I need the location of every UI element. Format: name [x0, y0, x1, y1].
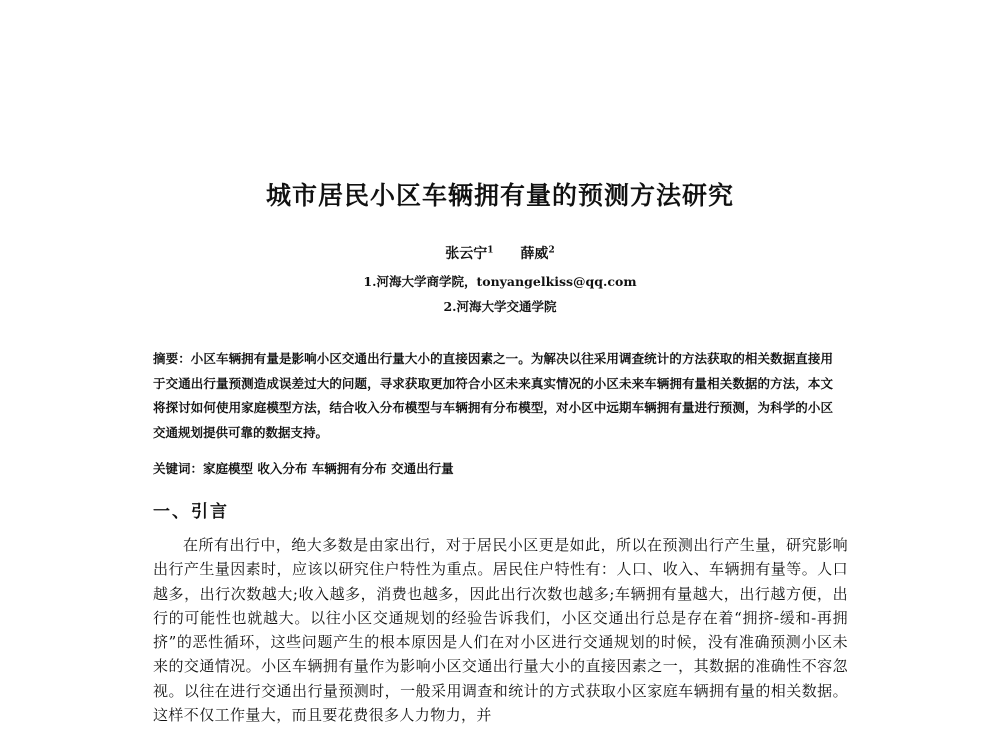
author-affiliation-mark: 2	[548, 245, 555, 256]
abstract-label: 摘要：	[153, 351, 191, 366]
intro-paragraph: 在所有出行中，绝大多数是由家出行，对于居民小区更是如此，所以在预测出行产生量，研究影响出行产生量因素时，应该以研究住户特性为重点。居民住户特性有：人口、收入、车辆拥有量等。人口越多，出行次数越大;收入越多，消费也越多，因此出行次数也越多;车辆拥有量越大，出行越方便，出行的可能性也就越大。以往小区交通规划的经验告诉我们，小区交通出行总是存在着“拥挤-缓和-再拥挤”的恶性循环，这些问题产生的根本原因是人们在对小区进行交通规划的时候，没有准确预测小区未来的交通情况。小区车辆拥有量作为影响小区交通出行量大小的直接因素之一，其数据的准确性不容忽视。以往在进行交通出行量预测时，一般采用调查和统计的方式获取小区家庭车辆拥有量的相关数据。这样不仅工作量大，而且要花费很多人力物力，并	[153, 536, 848, 725]
keywords	[153, 459, 833, 477]
section-heading: 一、引言	[153, 502, 229, 522]
paper-title: 城市居民小区车辆拥有量的预测方法研究	[265, 181, 734, 210]
keywords-text: 家庭模型 收入分布 车辆拥有分布 交通出行量	[203, 461, 454, 476]
author-name: 薛威	[520, 246, 549, 262]
author-affiliation-mark: 1	[487, 245, 494, 256]
abstract	[153, 347, 833, 445]
keywords-label: 关键词：	[153, 461, 204, 476]
abstract-text: 小区车辆拥有量是影响小区交通出行量大小的直接因素之一。为解决以往采用调查统计的方法获取的相关数据直接用于交通出行量预测造成误差过大的问题，寻求获取更加符合小区未来真实情况的小区未来车辆拥有量相关数据的方法，本文将探讨如何使用家庭模型方法，结合收入分布模型与车辆拥有分布模型，对小区中远期车辆拥有量进行预测，为科学的小区交通规划提供可靠的数据支持。	[153, 351, 833, 440]
author-name: 张云宁	[445, 246, 488, 262]
author-line	[0, 243, 1000, 263]
affiliation-1: 1.河海大学商学院，tonyangelkiss@qq.com	[363, 274, 637, 289]
affiliation-2: 2.河海大学交通学院	[443, 299, 557, 314]
